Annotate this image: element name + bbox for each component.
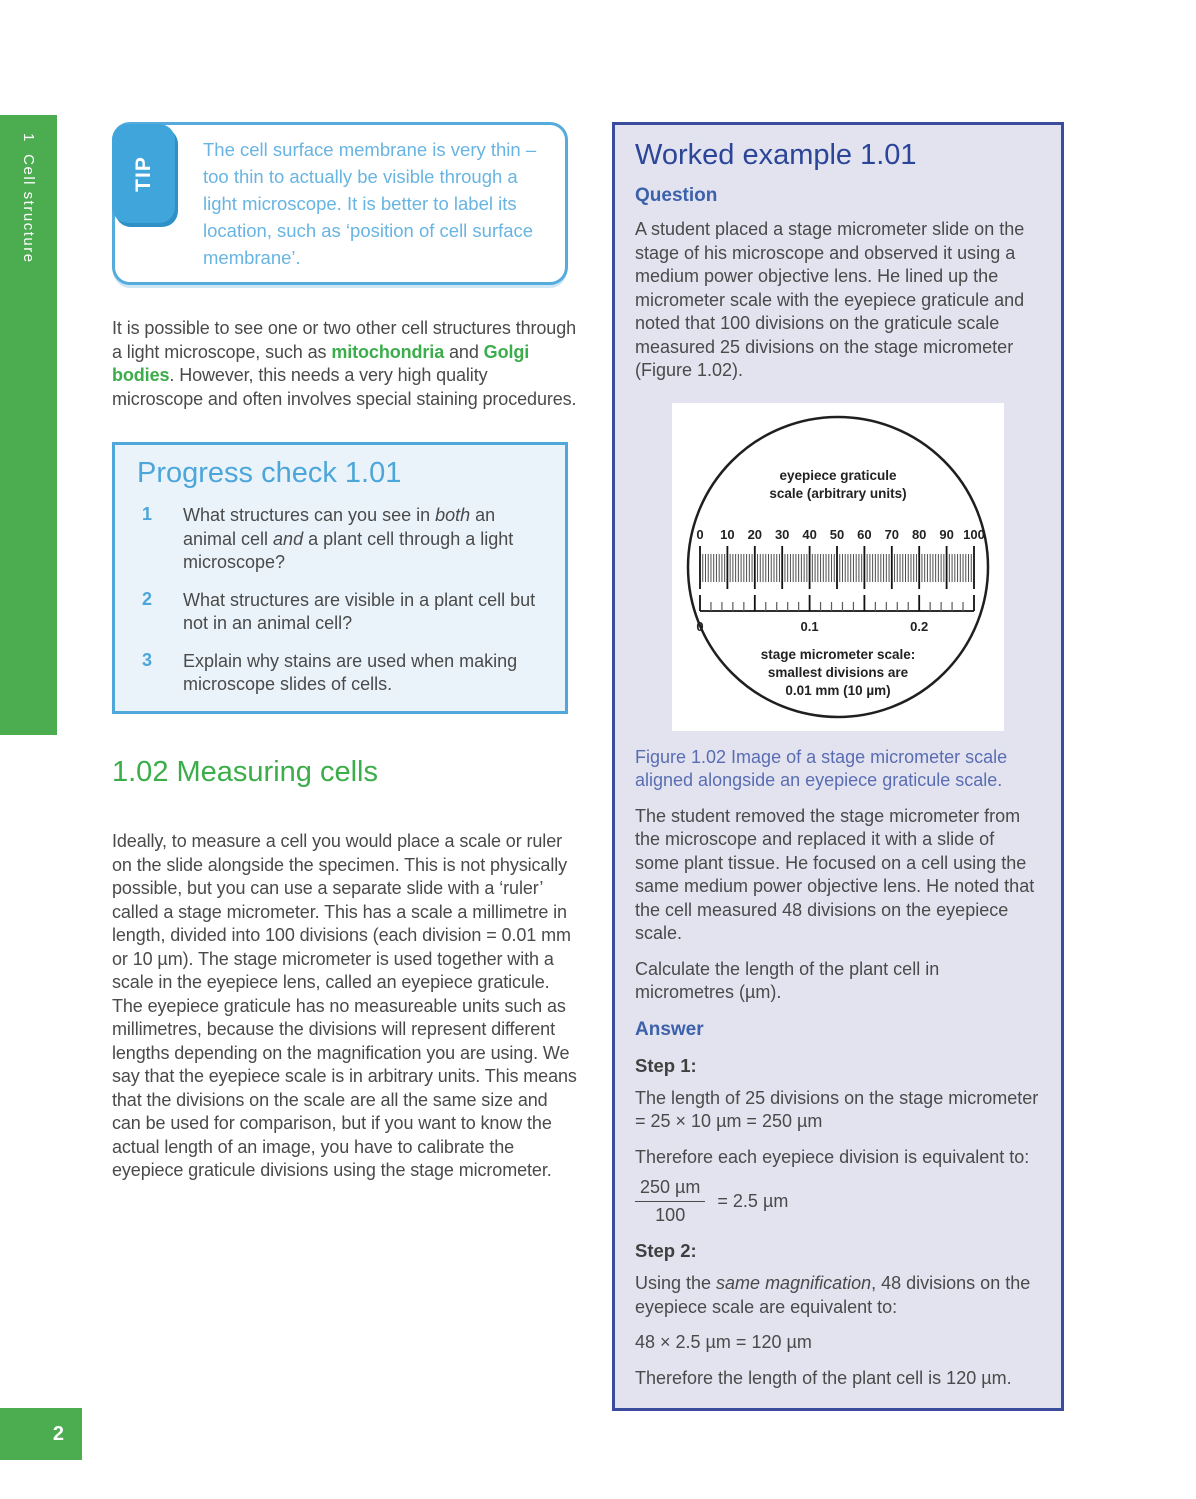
svg-text:smallest divisions are: smallest divisions are — [767, 664, 909, 680]
tip-text: The cell surface membrane is very thin – too thin to actually be visible through a light microscope. It is better to label its location, such as ‘position of cell surface membrane’. — [203, 139, 537, 268]
intro-paragraph — [112, 317, 578, 411]
section-paragraph: Ideally, to measure a cell you would place a scale or ruler on the slide alongside the specimen. This is not physically possible, but you can use a separate slide with a ‘ruler’ called a stage micrometer. This has a scale a millimetre in length, divided into 100 divisions (each division = 0.01 mm or 10 µm). The stage micrometer is used together with a scale in the eyepiece lens, called an eyepiece graticule. The eyepiece graticule has no measureable units such as millimetres, because the divisions will represent different lengths depending on the magnification you are using. We say that the eyepiece scale is in arbitrary units. This means that the divisions on the scale are all the same size and can be used for comparison, but if you want to know the actual length of an image, you have to calibrate the eyepiece graticule divisions using the stage micrometer. — [112, 831, 577, 1180]
section-heading: 1.02 Measuring cells — [112, 756, 378, 788]
svg-text:70: 70 — [884, 526, 900, 542]
worked-example-body2: Calculate the length of the plant cell in micrometres (µm). — [635, 958, 940, 1002]
answer-label: Answer — [635, 1018, 704, 1040]
svg-text:10: 10 — [720, 526, 735, 542]
text-segment: What structures are visible in a plant cell but not in an animal cell? — [183, 589, 536, 633]
progress-item-number: 1 — [142, 504, 153, 524]
svg-text:20: 20 — [747, 526, 763, 542]
text-segment: and — [273, 528, 304, 549]
figure-box — [672, 403, 1004, 731]
text-segment: It is possible to see one or two other cell structures through a light microscope, such as — [112, 318, 577, 362]
text-segment: , 48 divisions on the eyepiece scale are equivalent to: — [635, 1273, 1031, 1317]
progress-item-number: 2 — [142, 588, 153, 609]
svg-text:0.1: 0.1 — [800, 618, 819, 634]
text-segment: same magnification — [716, 1273, 872, 1293]
chapter-label: 1 Cell structure — [20, 133, 37, 264]
question-paragraph: A student placed a stage micrometer slide on the stage of his microscope and observed it using a medium power objective lens. He lined up the micrometer scale with the eyepiece graticule and noted that 100 divisions on the graticule scale measured 25 divisions on the stage micrometer (Figure 1.02). — [635, 219, 1025, 380]
svg-text:scale (arbitrary units): scale (arbitrary units) — [769, 485, 907, 501]
svg-text:50: 50 — [829, 526, 845, 542]
svg-text:30: 30 — [774, 526, 790, 542]
text-segment: Golgi bodies — [112, 341, 530, 385]
step2-paragraph — [635, 1272, 1041, 1319]
step1-heading: Step 1: — [635, 1054, 697, 1076]
micrometer-figure — [672, 403, 1004, 731]
text-segment: a plant cell through a light microscope? — [183, 528, 514, 572]
worked-example-title: Worked example 1.01 — [635, 139, 917, 171]
svg-text:eyepiece graticule: eyepiece graticule — [779, 467, 897, 483]
svg-text:80: 80 — [911, 526, 927, 542]
fraction — [635, 1177, 705, 1226]
chapter-strip — [0, 115, 57, 735]
progress-check-title: Progress check 1.01 — [137, 457, 402, 489]
step2-heading: Step 2: — [635, 1240, 697, 1261]
conclusion: Therefore the length of the plant cell is 120 µm. — [635, 1367, 1012, 1388]
step2-equation: 48 × 2.5 µm = 120 µm — [635, 1332, 812, 1352]
progress-item-text — [183, 650, 551, 697]
page-number: 2 — [52, 1422, 64, 1445]
progress-check-box — [112, 442, 568, 714]
text-segment: Explain why stains are used when making microscope slides of cells. — [183, 650, 518, 694]
fraction-numerator: 250 µm — [635, 1177, 705, 1202]
text-segment: and — [444, 341, 484, 362]
text-segment: both — [435, 505, 471, 525]
worked-example-panel — [612, 122, 1064, 1411]
step1-calculation: The length of 25 divisions on the stage micrometer = 25 × 10 µm = 250 µm — [635, 1087, 1039, 1131]
text-segment: . However, this needs a very high quality microscope and often involves special staining procedures. — [112, 365, 577, 409]
svg-text:0: 0 — [696, 526, 704, 542]
svg-text:0.2: 0.2 — [910, 618, 929, 634]
progress-item — [137, 504, 551, 575]
progress-item — [137, 650, 551, 697]
svg-text:0: 0 — [696, 618, 704, 634]
text-segment: mitochondria — [331, 341, 445, 362]
fraction-row — [635, 1177, 1041, 1226]
text-segment: Using the — [635, 1273, 717, 1293]
svg-text:stage micrometer scale:: stage micrometer scale: — [760, 646, 916, 662]
figure-caption: Figure 1.02 Image of a stage micrometer scale aligned alongside an eyepiece graticule scale. — [635, 746, 1008, 790]
text-segment: an animal cell — [183, 505, 496, 549]
tip-label: TIP — [131, 155, 155, 192]
step1-note: Therefore each eyepiece division is equivalent to: — [635, 1146, 1030, 1167]
progress-item — [137, 589, 551, 636]
svg-text:40: 40 — [802, 526, 817, 542]
svg-text:100: 100 — [963, 526, 985, 542]
page-number-box — [0, 1408, 82, 1460]
fraction-result: = 2.5 µm — [717, 1191, 789, 1211]
tip-box — [112, 122, 568, 285]
svg-text:60: 60 — [857, 526, 872, 542]
text-segment: What structures can you see in — [183, 505, 436, 525]
fraction-denominator: 100 — [655, 1205, 686, 1225]
tip-tab — [112, 124, 175, 223]
progress-item-number: 3 — [142, 649, 153, 670]
progress-item-text — [183, 504, 551, 575]
svg-text:90: 90 — [939, 526, 954, 542]
progress-item-text — [183, 589, 551, 636]
worked-example-body1: The student removed the stage micrometer from the microscope and replaced it with a slide of some plant tissue. He focused on a cell using the same medium power objective lens. He noted that the cell measured 48 divisions on the eyepiece scale. — [635, 805, 1035, 943]
question-label: Question — [635, 185, 718, 206]
svg-text:0.01 mm (10 µm): 0.01 mm (10 µm) — [785, 682, 891, 698]
